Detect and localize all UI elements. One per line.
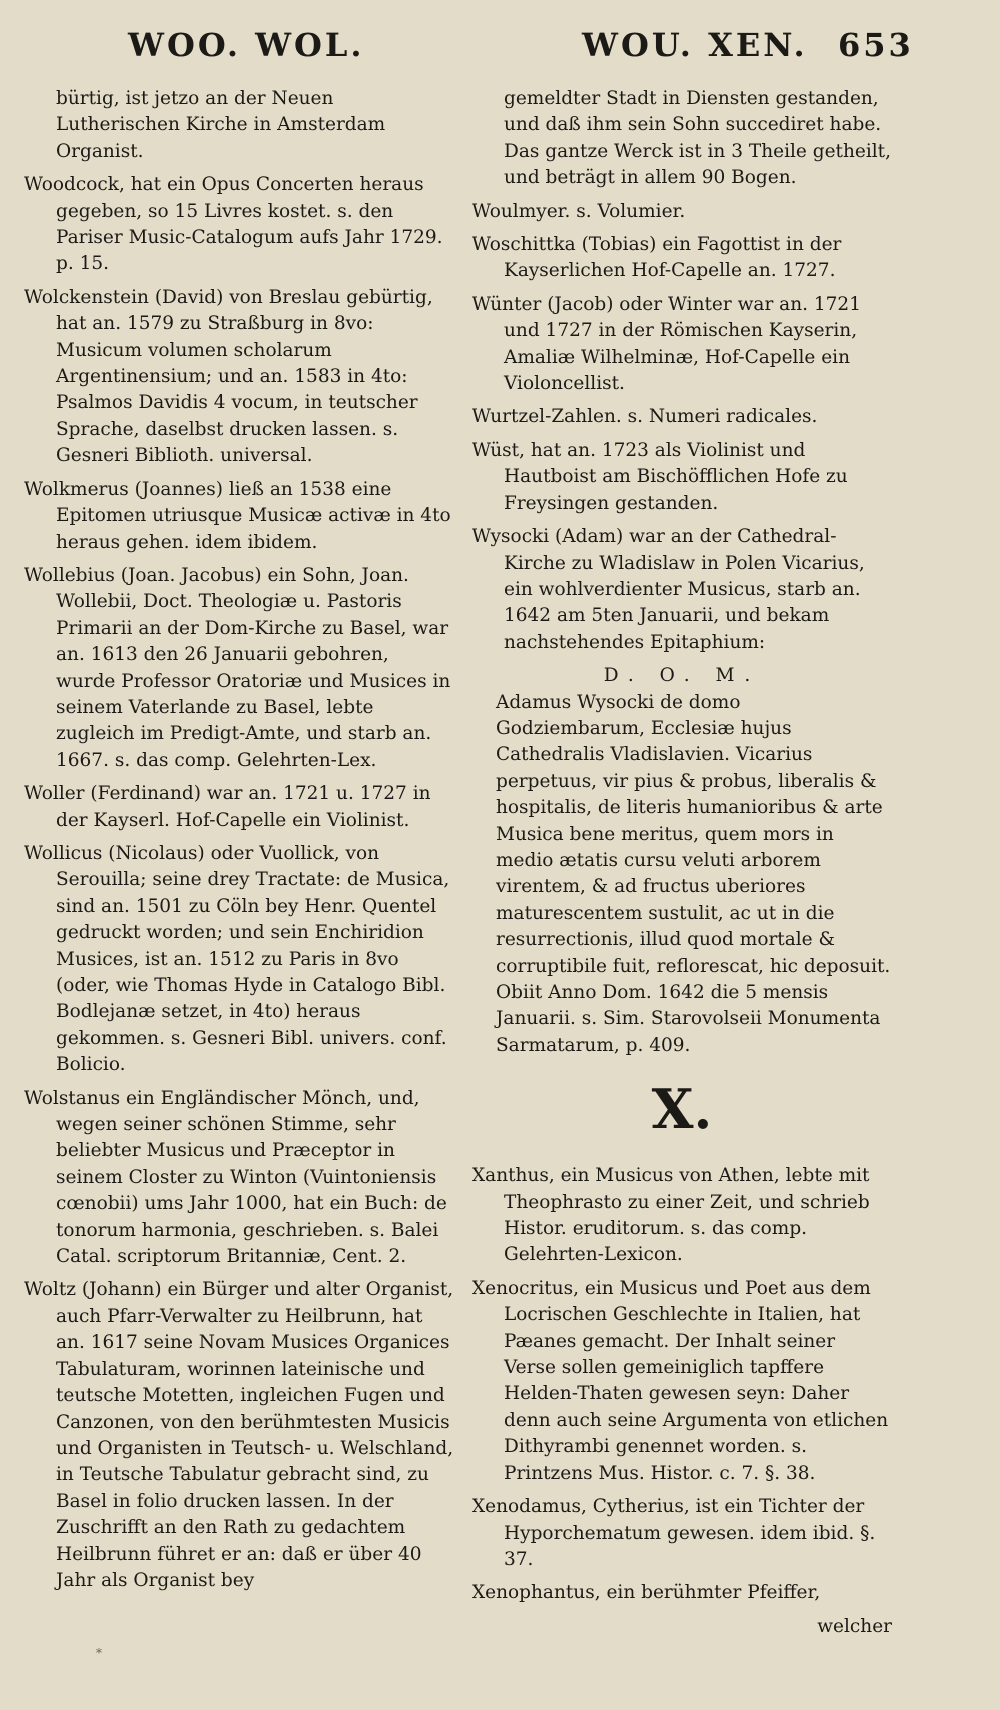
entry-wollebius: Wollebius (Joan. Jacobus) ein Sohn, Joan. Wollebii, Doct. Theologiæ u. Pastoris Primarii an der Dom-Kirche zu Basel, war an. 1613 den 26 Januarii gebohren, wurde Professor Oratoriæ und Musices in seinem Vaterlande zu Basel, lebte zugleich im Predigt-Amte, und starb an. 1667. s. das comp. Gelehrten-Lex. [24, 564, 451, 771]
entry-xenocritus: Xenocritus, ein Musicus und Poet aus dem Locrischen Geschlechte in Italien, hat Pæanes gemacht. Der Inhalt seiner Verse sollen gemeiniglich tapffere Helden-Thaten gewesen seyn: Daher denn auch seine Argumenta von etlichen Dithyrambi genennet worden. s. Printzens Mus. Histor. c. 7. §. 38. [472, 1277, 889, 1484]
entry-wunter: Wünter (Jacob) oder Winter war an. 1721 und 1727 in der Römischen Kayserin, Amaliæ Wilhelminæ, Hof-Capelle ein Violoncellist. [472, 293, 861, 395]
running-header-center: WOU. XEN. [582, 26, 808, 64]
entry-wolstanus: Wolstanus ein Engländischer Mönch, und, wegen seiner schönen Stimme, sehr beliebter Musicus und Præceptor in seinem Closter zu Winton (Vuintoniensis cœnobii) ums Jahr 1000, hat ein Buch: de tonorum harmonia, geschrieben. s. Balei Catal. scriptorum Britanniæ, Cent. 2. [24, 1087, 447, 1268]
entry-continued: bürtig, ist jetzo an der Neuen Lutherischen Kirche in Amsterdam Organist. [56, 88, 386, 162]
entry-wurtzel-zahlen: Wurtzel-Zahlen. s. Numeri radicales. [472, 406, 818, 428]
epitaph-text: Adamus Wysocki de domo Godziembarum, Ecclesiæ hujus Cathedralis Vladislavien. Vicarius perpetuus, vir pius & probus, liberalis & hospitalis, de literis humanioribus & arte Musica bene meritus, quem mors in medio ætatis cursu veluti arborem virentem, & ad fructus uberiores maturescentem sustulit, ac ut in die resurrectionis, illud quod mortale & corruptibile fuit, reflorescat, hic deposuit. Obiit Anno Dom. 1642 die 5 mensis Januarii. s. Sim. Starovolseii Monumenta Sarmatarum, p. 409. [496, 691, 891, 1056]
running-header-left: WOO. WOL. [128, 26, 365, 64]
entry-xenodamus: Xenodamus, Cytherius, ist ein Tichter der Hyporchematum gewesen. idem ibid. §. 37. [472, 1496, 876, 1570]
left-column [24, 86, 454, 1601]
page-number: 653 [838, 26, 914, 64]
entry-wysocki: Wysocki (Adam) war an der Cathedral-Kirche zu Wladislaw in Polen Vicarius, ein wohlverdienter Musicus, starb an. 1642 am 5ten Januarii, und bekam nachstehendes Epitaphium: [472, 526, 865, 653]
entry-woulmyer: Woulmyer. s. Volumier. [472, 200, 686, 222]
entry-continued: gemeldter Stadt in Diensten gestanden, und daß ihm sein Sohn succediret habe. Das gantze Werck ist in 3 Theile getheilt, und beträgt in allem 90 Bogen. [504, 88, 891, 189]
entry-wolckenstein: Wolckenstein (David) von Breslau gebürtig, hat an. 1579 zu Straßburg in 8vo: Musicum volumen scholarum Argentinensium; und an. 1583 in 4to: Psalmos Davidis 4 vocum, in teutscher Sprache, daselbst drucken lassen. s. Gesneri Biblioth. universal. [24, 286, 433, 467]
entry-woller: Woller (Ferdinand) war an. 1721 u. 1727 in der Kayserl. Hof-Capelle ein Violinist. [24, 783, 431, 831]
entry-wollicus: Wollicus (Nicolaus) oder Vuollick, von Serouilla; seine drey Tractate: de Musica, sind an. 1501 zu Cöln bey Henr. Quentel gedruckt worden; und sein Enchiridion Musices, ist an. 1512 zu Paris in 8vo (oder, wie Thomas Hyde in Catalogo Bibl. Bodlejanæ setzet, in 4to) heraus gekommen. s. Gesneri Bibl. univers. conf. Bolicio. [24, 842, 450, 1076]
catchword: welcher [817, 1615, 892, 1637]
right-column [472, 86, 892, 1640]
entry-xenophantus: Xenophantus, ein berühmter Pfeiffer, [472, 1582, 821, 1604]
entry-woschittka: Woschittka (Tobias) ein Fagottist in der Kayserlichen Hof-Capelle an. 1727. [472, 234, 842, 282]
signature-mark: * [96, 1646, 102, 1660]
entry-woltz: Woltz (Johann) ein Bürger und alter Organist, auch Pfarr-Verwalter zu Heilbrunn, hat an. 1617 seine Novam Musices Organices Tabulaturam, worinnen lateinische und teutsche Motetten, ingleichen Fugen und Canzonen, von den berühmtesten Musicis und Organisten in Teutsch- u. Welschland, in Teutsche Tabulatur gebracht sind, zu Basel in folio drucken lassen. In der Zuschrifft an den Rath zu gedachtem Heilbrunn führet er an: daß er über 40 Jahr als Organist bey [24, 1279, 454, 1591]
entry-wust: Wüst, hat an. 1723 als Violinist und Hautboist am Bischöfflichen Hofe zu Freysingen gestanden. [472, 439, 848, 514]
entry-xanthus: Xanthus, ein Musicus von Athen, lebte mit Theophrasto zu einer Zeit, und schrieb Histor. eruditorum. s. das comp. Gelehrten-Lexicon. [472, 1165, 870, 1266]
epitaph-heading: D. O. M. [603, 665, 761, 687]
section-letter: X. [651, 1077, 713, 1142]
entry-woodcock: Woodcock, hat ein Opus Concerten heraus gegeben, so 15 Livres kostet. s. den Pariser Music-Catalogum aufs Jahr 1729. p. 15. [24, 174, 443, 275]
entry-wolkmerus: Wolkmerus (Joannes) ließ an 1538 eine Epitomen utriusque Musicæ activæ in 4to heraus gehen. idem ibidem. [24, 478, 451, 553]
